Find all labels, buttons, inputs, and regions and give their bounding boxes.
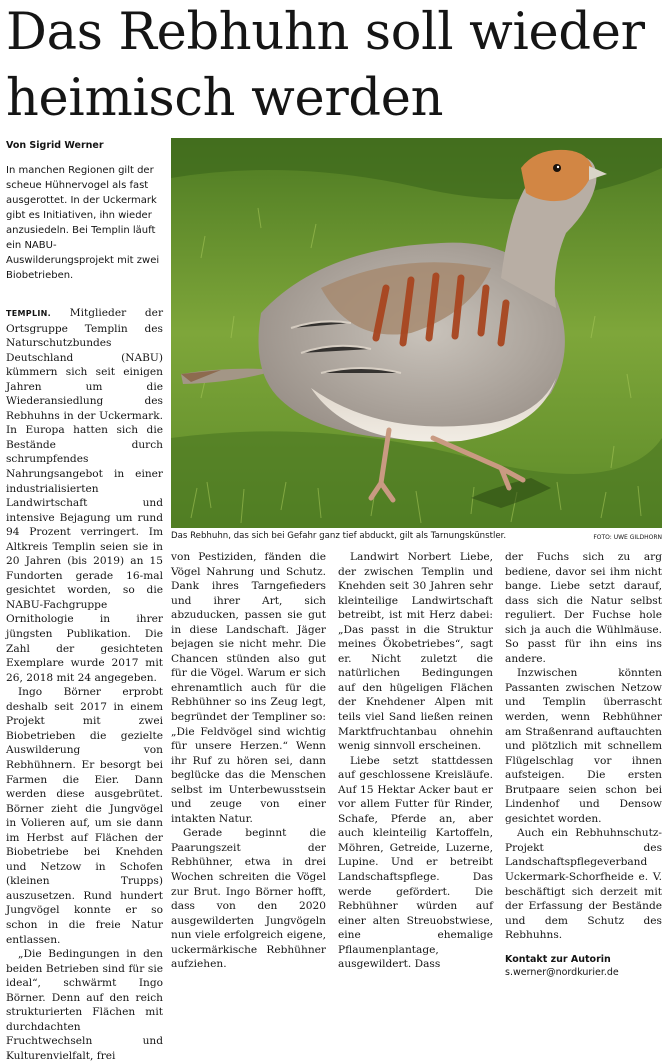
article-column-2	[171, 550, 326, 972]
paragraph: Gerade beginnt die Paarungszeit der Rebhühner, etwa in drei Wochen schreiten die Vögel zur Brut. Ingo Börner hofft, dass von den 2020 ausgewilderten Jungvögeln nun viele erfolgreich eigene, uckermärkische Rebhühner aufziehen.	[171, 827, 326, 971]
paragraph: von Pestiziden, fänden die Vögel Nahrung und Schutz. Dank ihres Tarngefieders und ihrer Art, sich abzuducken, passen sie gut in diese Landschaft. Jäger bejagen sie nicht mehr. Die Chancen stünden also gut für die Vögel. Warum er sich ehrenamtlich auch für die Rebhühner so ins Zeug legt, begründet der Templiner so: „Die Feldvögel sind wichtig für unsere Herzen.“ Wenn ihr Ruf zu hören sei, dann beglücke das die Menschen selbst im Unterbewusstsein und zeuge von einer intakten Natur.	[171, 551, 326, 825]
contact-email[interactable]: s.werner@nordkurier.de	[505, 966, 619, 978]
article-column-4	[505, 550, 662, 979]
byline: Von Sigrid Werner	[6, 140, 104, 151]
partridge-photo	[171, 138, 662, 528]
paragraph: „Die Bedingungen in den beiden Betrieben sind für sie ideal“, schwärmt Ingo Börner. Denn auf den reich strukturierten Flächen mit durchdachten Fruchtwechseln und Kulturenvielfalt, frei	[6, 948, 163, 1062]
teaser: In manchen Regionen gilt der scheue Hühnervogel als fast ausgerottet. In der Uckermark gibt es Initiativen, ihn wieder anzusiedeln. Bei Templin läuft ein NABU-Auswilderungsprojekt mit zwei Biobetrieben.	[6, 165, 160, 281]
article-column-3	[338, 550, 493, 972]
dateline: TEMPLIN.	[6, 309, 51, 318]
headline: Das Rebhuhn soll wieder heimisch werden	[6, 3, 645, 128]
paragraph: Ingo Börner erprobt deshalb seit 2017 in einem Projekt mit zwei Biobetrieben die gezielte Auswilderung von Rebhühnern. Er besorgt bei Farmen die Eier. Dann werden diese ausgebrütet. Börner zieht die Jungvögel in Volieren auf, um sie dann im Herbst auf Flächen der Biobetriebe bei Knehden und Netzow in Schofen (kleinen Trupps) auszusetzen. Rund hundert Jungvögel konnte er so schon in die freie Natur entlassen.	[6, 686, 163, 946]
photo-caption	[171, 531, 662, 542]
caption-text: Das Rebhuhn, das sich bei Gefahr ganz tief abduckt, gilt als Tarnungskünstler.	[171, 531, 507, 541]
paragraph: der Fuchs sich zu arg bediene, davor sei ihm nicht bange. Liebe setzt darauf, dass sich die Natur selbst reguliert. Der Fuchse hole sich ja auch die Wühlmäuse. So passt für ihn eins ins andere.	[505, 551, 662, 665]
paragraph-text: Mitglieder der Ortsgruppe Templin des Naturschutzbundes Deutschland (NABU) kümmern sich seit einigen Jahren um die Wiederansiedlung des Rebhuhns in der Uckermark. In Europa hatten sich die Bestände durch schrumpfendes Nahrungsangebot in einer industrialisierten Landwirtschaft und intensive Bejagung um rund 94 Prozent verringert. Im Altkreis Templin seien sie in 20 Jahren (bis 2019) an 15 Fundorten gerade 16-mal gesichtet worden, so die NABU-Fachgruppe Ornithologie in ihrer jüngsten Publikation. Die Zahl der gesichteten Exemplare wurde 2017 mit 26, 2018 mit 24 angegeben.	[6, 307, 164, 684]
paragraph: Auch ein Rebhuhnschutz-Projekt des Landschaftspflegeverband Uckermark-Schorfheide e. V. beschäftigt sich derzeit mit der Erfassung der Bestände und dem Schutz des Rebhuhns.	[505, 827, 662, 942]
contact-title: Kontakt zur Autorin	[505, 953, 611, 965]
partridge-illustration	[171, 138, 662, 528]
paragraph: Landwirt Norbert Liebe, der zwischen Templin und Knehden seit 30 Jahren sehr kleinteilige Landwirtschaft betreibt, ist mit Herz dabei: „Das passt in die Struktur meines Ökobetriebes“, sagt er. Nicht zuletzt die natürlichen Bedingungen auf den hügeligen Flächen der Knehdener Alpen mit teils viel Sand ließen reinen Marktfruchtanbau ohnehin wenig sinnvoll erscheinen.	[338, 551, 493, 753]
author-contact	[505, 953, 662, 979]
paragraph: Inzwischen könnten Passanten zwischen Netzow und Templin überrascht werden, wenn Rebhühner am Straßenrand auftauchten und plötzlich mit schnellem Flügelschlag vor ihnen aufsteigen. Die ersten Brutpaare seien schon bei Lindenhof und Densow gesichtet worden.	[505, 667, 662, 825]
photo-credit: FOTO: UWE GILDHORN	[593, 534, 662, 541]
article-column-1	[6, 306, 163, 1063]
paragraph	[6, 306, 163, 685]
paragraph: Liebe setzt stattdessen auf geschlossene Kreisläufe. Auf 15 Hektar Acker baut er vor allem Futter für Rinder, Schafe, Pferde an, aber auch kleinteilig Kartoffeln, Möhren, Getreide, Luzerne, Lupine. Und er betreibt Landschaftspflege. Das werde gefördert. Die Rebhühner würden auf einer alten Streuobstwiese, eine ehemalige Pflaumenplantage, ausgewildert. Dass	[338, 754, 493, 971]
